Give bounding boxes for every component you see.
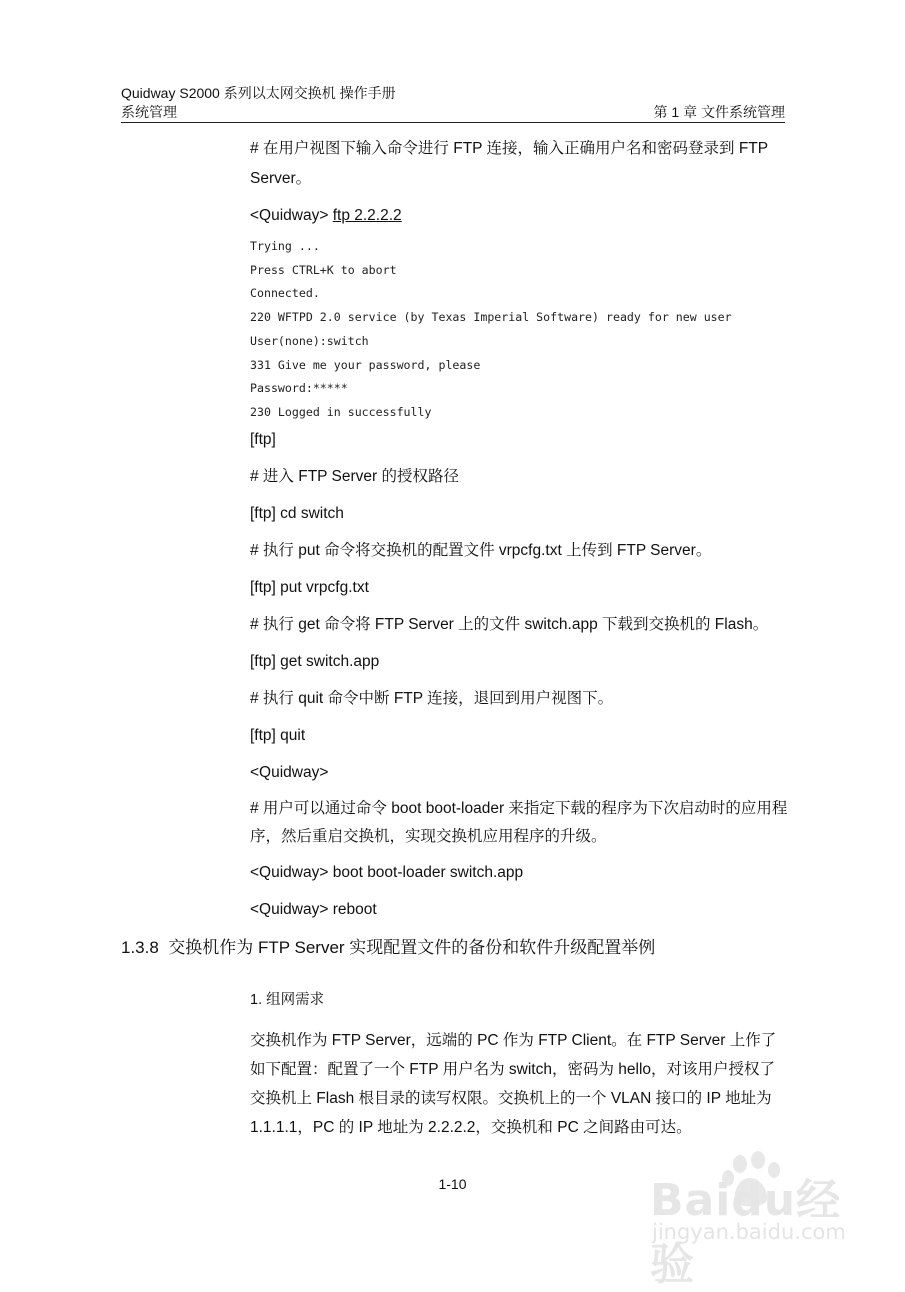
body-line: # 用户可以通过命令 boot boot-loader 来指定下载的程序为下次启动时的应用程序，然后重启交换机，实现交换机应用程序的升级。: [250, 799, 788, 845]
section-title: 交换机作为 FTP Server 实现配置文件的备份和软件升级配置举例: [168, 938, 656, 957]
section-number: 1.3.8: [121, 938, 159, 957]
body-line: # 执行 put 命令将交换机的配置文件 vrpcfg.txt 上传到 FTP Server。: [250, 541, 712, 559]
body-line: <Quidway> reboot: [250, 900, 377, 918]
page-body: [250, 134, 790, 925]
body-line: [ftp] get switch.app: [250, 652, 380, 670]
code-line: 230 Logged in successfully: [250, 404, 432, 419]
page-header: [121, 84, 785, 122]
requirement-paragraph: 交换机作为 FTP Server，远端的 PC 作为 FTP Client。在 FTP Server 上作了如下配置：配置了一个 FTP 用户名为 switch，密码为 hello，对该用户授权了交换机上 Flash 根目录的读写权限。交换机上的一个 VLAN 接口的 IP 地址为 1.1.1.1，PC 的 IP 地址为 2.2.2.2，交换机和 PC 之间路由可达。: [250, 1032, 777, 1136]
intro-text: # 在用户视图下输入命令进行 FTP 连接，输入正确用户名和密码登录到 FTP Server。: [250, 140, 768, 187]
body-line: [ftp]: [250, 430, 276, 448]
body-line: # 执行 get 命令将 FTP Server 上的文件 switch.app 下载到交换机的 Flash。: [250, 615, 769, 633]
body-line: <Quidway> boot boot-loader switch.app: [250, 863, 524, 881]
code-line: 331 Give me your password, please: [250, 357, 481, 372]
body-line: # 进入 FTP Server 的授权路径: [250, 467, 459, 485]
body-line: [ftp] cd switch: [250, 504, 344, 522]
body-line: [ftp] quit: [250, 726, 306, 744]
header-divider: [121, 122, 785, 123]
ftp-command: ftp 2.2.2.2: [332, 207, 402, 224]
watermark: [640, 1150, 850, 1290]
body-line: <Quidway>: [250, 763, 329, 781]
header-chapter: 第 1 章 文件系统管理: [653, 104, 785, 120]
section-heading: [121, 933, 655, 963]
body-line: # 执行 quit 命令中断 FTP 连接，退回到用户视图下。: [250, 689, 614, 707]
subsection-heading: 1. 组网需求: [250, 992, 325, 1008]
header-section: 系统管理: [121, 104, 177, 120]
code-line: User(none):switch: [250, 333, 369, 348]
terminal-output: [250, 235, 790, 425]
manual-title: Quidway S2000 系列以太网交换机 操作手册: [121, 85, 396, 101]
code-line: Trying ...: [250, 239, 320, 253]
body-line: [ftp] put vrpcfg.txt: [250, 578, 369, 596]
cmd-prompt: <Quidway>: [250, 207, 333, 224]
watermark-logo: Baidu经验: [650, 1175, 842, 1290]
code-line: Press CTRL+K to abort: [250, 262, 397, 277]
ftp-command-line: [250, 201, 790, 231]
page-number: 1-10: [438, 1176, 467, 1192]
watermark-url: jingyan.baidu.com: [652, 1220, 846, 1244]
code-line: 220 WFTPD 2.0 service (by Texas Imperial Software) ready for new user: [250, 310, 732, 325]
code-line: Password:*****: [250, 381, 348, 396]
code-line: Connected.: [250, 286, 320, 301]
